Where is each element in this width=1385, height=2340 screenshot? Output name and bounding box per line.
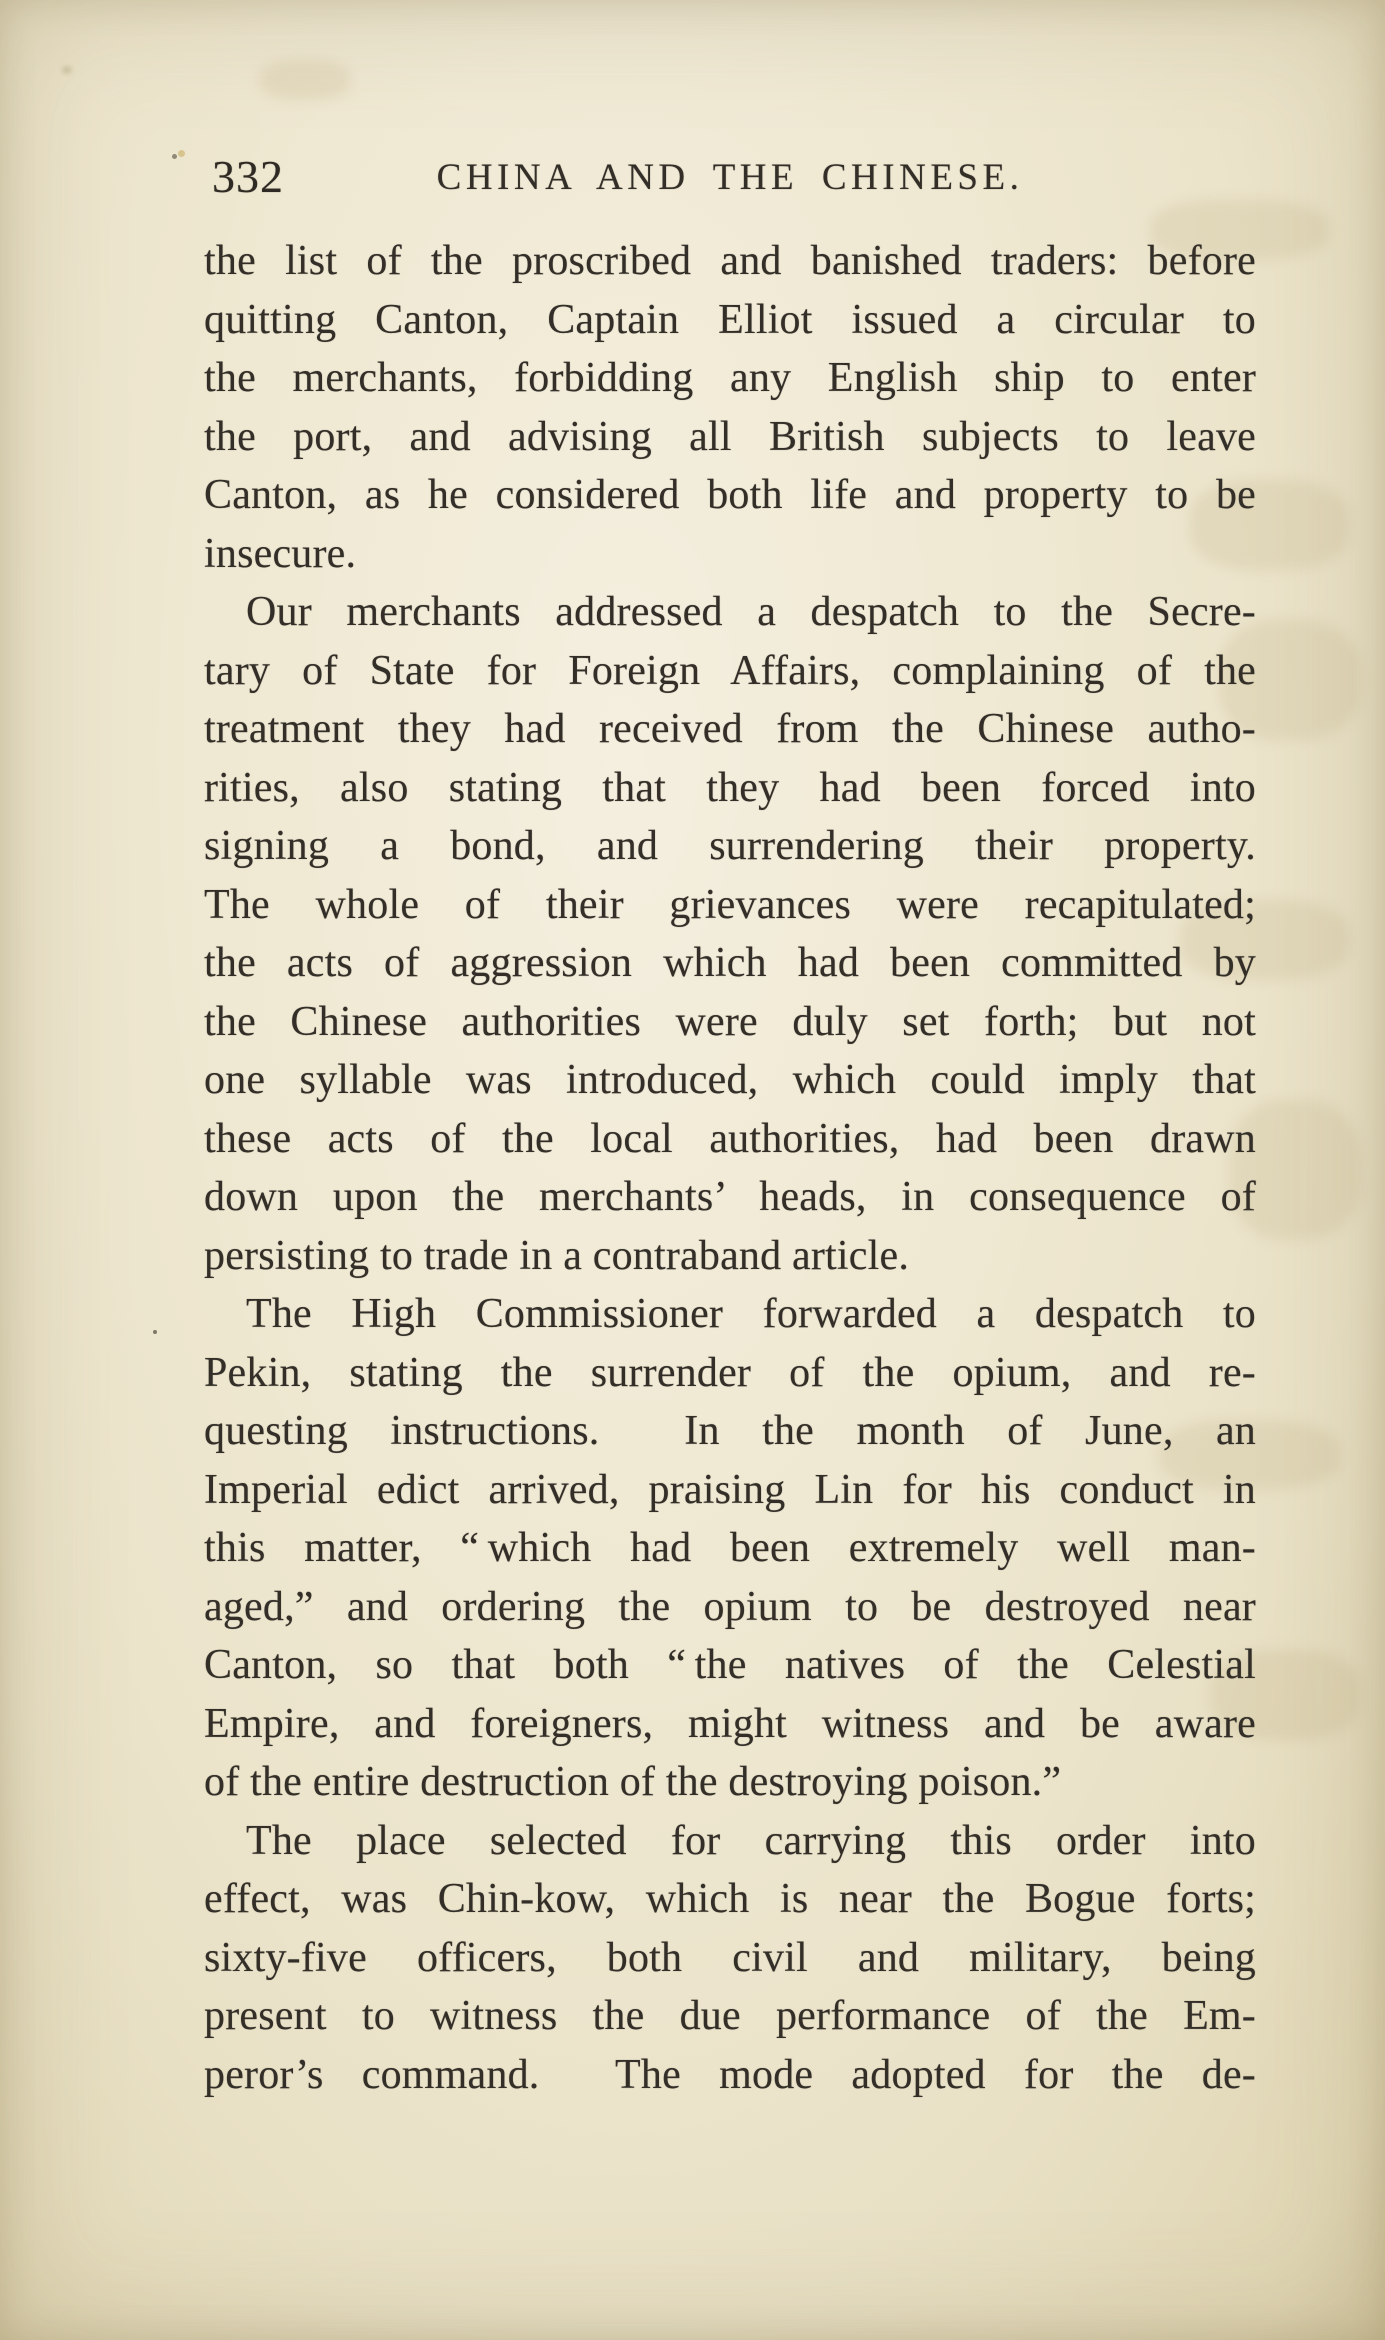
- text-line: effect, was Chin-kow, which is near the Bogue forts;: [204, 1876, 1256, 1922]
- text-line: down upon the merchants’ heads, in consequence of: [204, 1174, 1256, 1220]
- text-line: The whole of their grievances were recapitulated;: [204, 881, 1256, 928]
- text-line: The place selected for carrying this order into: [246, 1817, 1256, 1864]
- paper-speck: [172, 154, 177, 159]
- paper-speck: [62, 66, 72, 74]
- text-line: peror’s command. The mode adopted for the de-: [204, 2051, 1256, 2098]
- text-line: sixty-five officers, both civil and military, being: [204, 1934, 1256, 1981]
- text-line: the merchants, forbidding any English ship to enter: [204, 355, 1256, 401]
- text-line: the list of the proscribed and banished traders: before: [204, 238, 1256, 284]
- text-line: this matter, “ which had been extremely well man-: [204, 1525, 1256, 1571]
- paper-speck: [153, 1330, 157, 1334]
- text-line: these acts of the local authorities, had been drawn: [204, 1115, 1256, 1162]
- text-line: The High Commissioner forwarded a despatch to: [246, 1291, 1256, 1337]
- text-line: Pekin, stating the surrender of the opium, and re-: [204, 1349, 1256, 1396]
- text-line: Imperial edict arrived, praising Lin for his conduct in: [204, 1466, 1256, 1513]
- text-line: Empire, and foreigners, might witness and be aware: [204, 1700, 1256, 1747]
- body-text: [204, 232, 1256, 2104]
- text-line: signing a bond, and surrendering their property.: [204, 823, 1256, 869]
- text-line: quitting Canton, Captain Elliot issued a circular to: [204, 296, 1256, 343]
- text-line: questing instructions. In the month of June, an: [204, 1408, 1256, 1454]
- text-line: the Chinese authorities were duly set forth; but not: [204, 998, 1256, 1045]
- running-title: CHINA AND THE CHINESE.: [436, 157, 1024, 198]
- text-line: one syllable was introduced, which could imply that: [204, 1057, 1256, 1103]
- page-header: [204, 150, 1256, 206]
- text-line: Canton, so that both “ the natives of the Celestial: [204, 1642, 1256, 1688]
- text-line: Canton, as he considered both life and property to be: [204, 472, 1256, 518]
- text-line: treatment they had received from the Chinese autho-: [204, 706, 1256, 752]
- text-line: Our merchants addressed a despatch to the Secre-: [246, 589, 1256, 635]
- text-line: the acts of aggression which had been committed by: [204, 940, 1256, 986]
- text-line: present to witness the due performance of the Em-: [204, 1993, 1256, 2039]
- bleed-through-smudge: [260, 60, 350, 100]
- text-line: tary of State for Foreign Affairs, complaining of the: [204, 647, 1256, 694]
- page-number: 332: [212, 151, 284, 202]
- paper-speck: [178, 150, 185, 157]
- text-line: aged,” and ordering the opium to be destroyed near: [204, 1583, 1256, 1630]
- text-line: persisting to trade in a contraband article.: [204, 1232, 910, 1279]
- text-line: the port, and advising all British subjects to leave: [204, 413, 1256, 460]
- text-line: of the entire destruction of the destroying poison.”: [204, 1759, 1062, 1805]
- text-line: rities, also stating that they had been forced into: [204, 764, 1256, 811]
- text-line: insecure.: [204, 530, 357, 577]
